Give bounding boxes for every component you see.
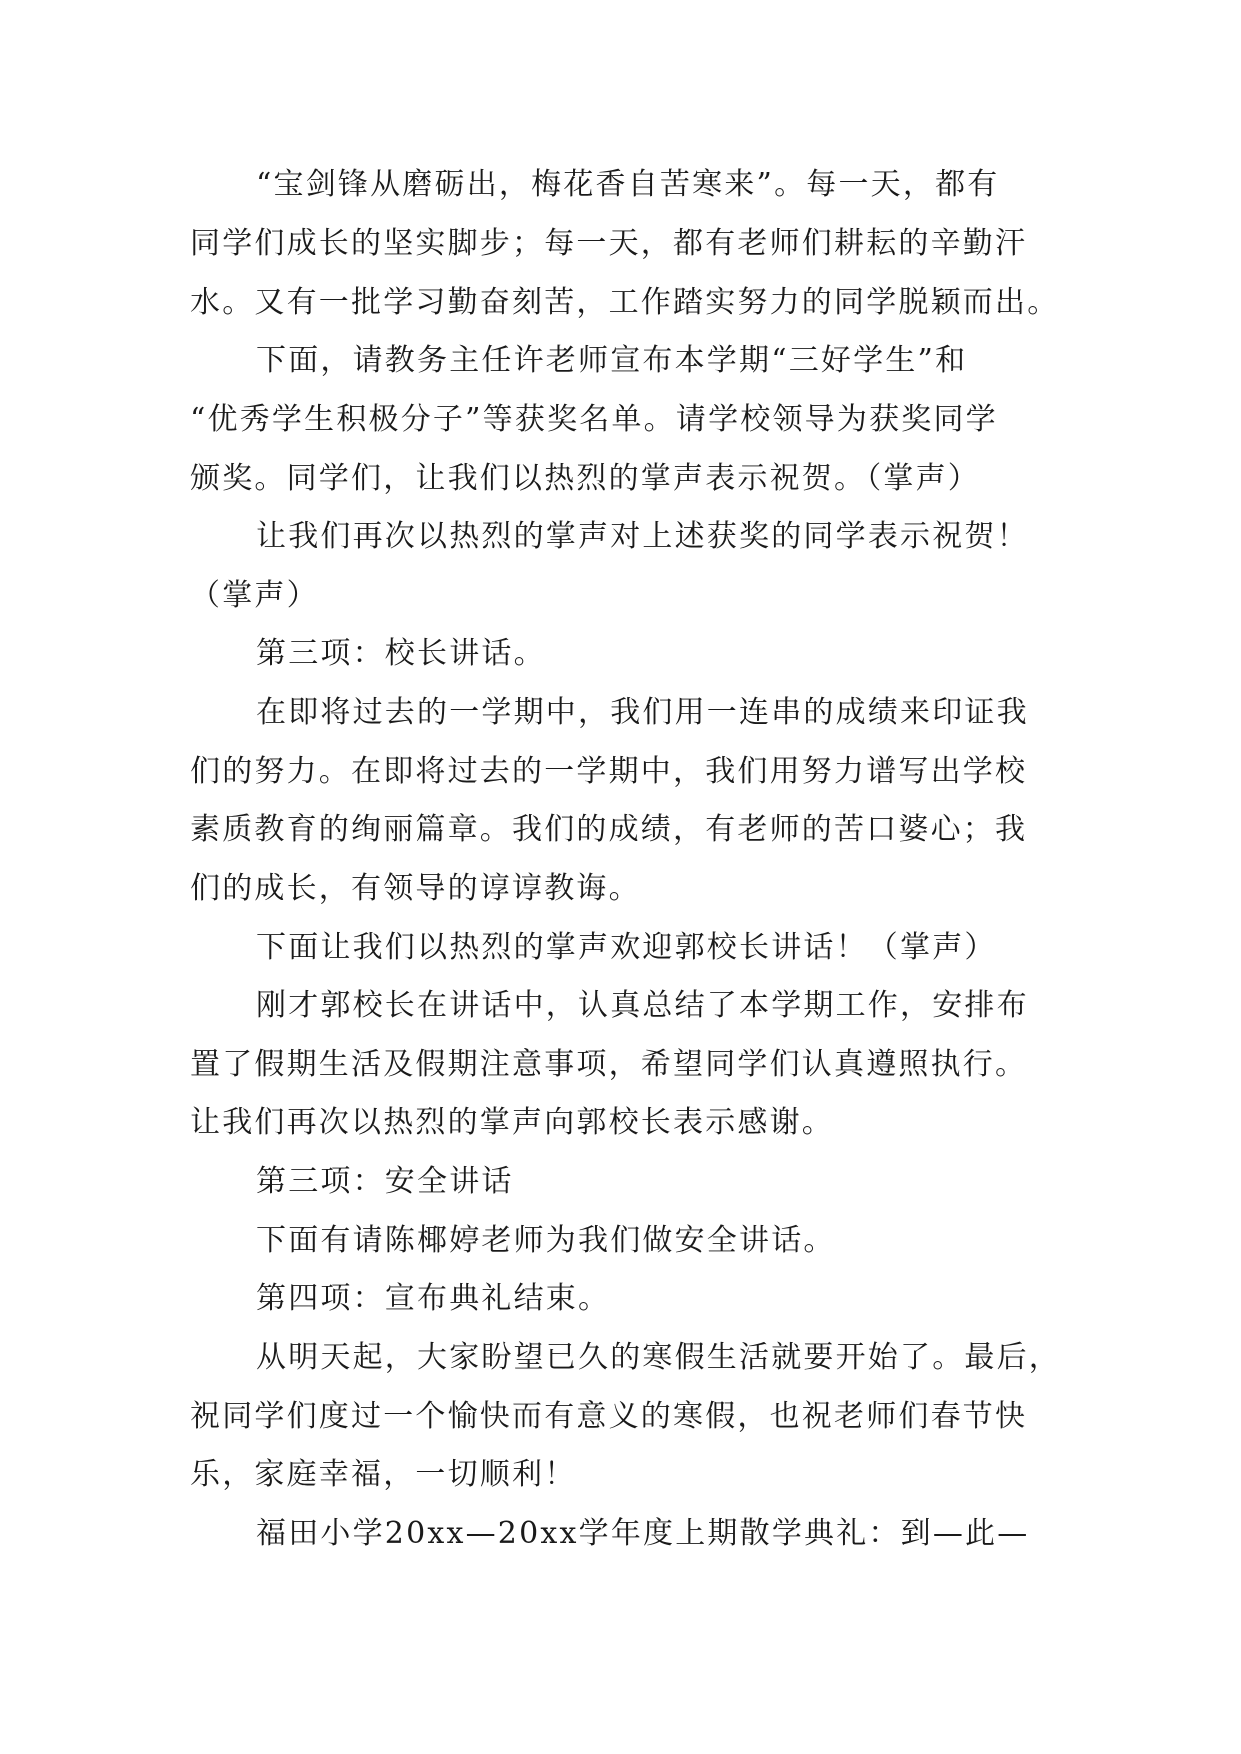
section-heading: 第三项：安全讲话 (256, 1164, 514, 1199)
paragraph-line: 乐，家庭幸福，一切顺利！ (190, 1457, 577, 1492)
paragraph-line: 们的成长，有领导的谆谆教诲。 (190, 871, 641, 906)
paragraph-line: 从明天起，大家盼望已久的寒假生活就要开始了。最后， (256, 1340, 1061, 1375)
section-heading: 第四项：宣布典礼结束。 (256, 1281, 611, 1316)
paragraph-line: 下面让我们以热烈的掌声欢迎郭校长讲话！（掌声） (256, 930, 997, 965)
paragraph-line: “优秀学生积极分子”等获奖名单。请学校领导为获奖同学 (190, 402, 998, 437)
paragraph-line: 祝同学们度过一个愉快而有意义的寒假，也祝老师们春节快 (190, 1399, 1028, 1434)
paragraph-line: 在即将过去的一学期中，我们用一连串的成绩来印证我 (256, 695, 1029, 730)
paragraph-line: 让我们再次以热烈的掌声对上述获奖的同学表示祝贺！ (256, 519, 1029, 554)
paragraph-line: 们的努力。在即将过去的一学期中，我们用努力谱写出学校 (190, 754, 1028, 789)
section-heading: 第三项：校长讲话。 (256, 636, 546, 671)
paragraph-line: 素质教育的绚丽篇章。我们的成绩，有老师的苦口婆心；我 (190, 812, 1028, 847)
closing-line: 福田小学20xx—20xx学年度上期散学典礼：到—此— (256, 1516, 1030, 1551)
paragraph-line: 刚才郭校长在讲话中，认真总结了本学期工作，安排布 (256, 988, 1029, 1023)
paragraph-line: 置了假期生活及假期注意事项，希望同学们认真遵照执行。 (190, 1047, 1028, 1082)
paragraph-line: 同学们成长的坚实脚步；每一天，都有老师们耕耘的辛勤汗 (190, 226, 1028, 261)
paragraph-line: 下面，请教务主任许老师宣布本学期“三好学生”和 (256, 343, 968, 378)
paragraph-line: 颁奖。同学们，让我们以热烈的掌声表示祝贺。（掌声） (190, 461, 980, 496)
paragraph-line: 水。又有一批学习勤奋刻苦，工作踏实努力的同学脱颖而出。 (190, 285, 1060, 320)
paragraph-line: 下面有请陈椰婷老师为我们做安全讲话。 (256, 1223, 836, 1258)
paragraph-line: 让我们再次以热烈的掌声向郭校长表示感谢。 (190, 1105, 834, 1140)
paragraph-line: “宝剑锋从磨砺出，梅花香自苦寒来”。每一天，都有 (256, 167, 1000, 202)
paragraph-line: （掌声） (190, 578, 319, 613)
